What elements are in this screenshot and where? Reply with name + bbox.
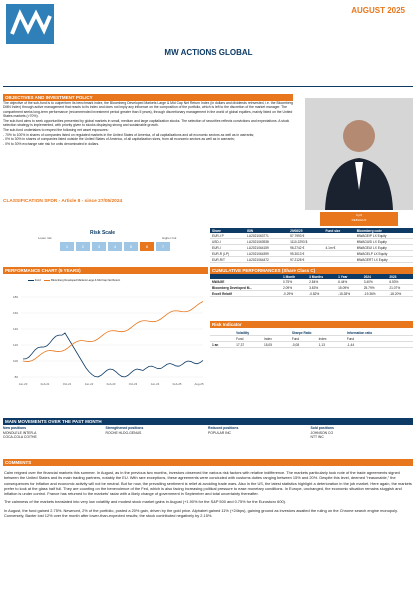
movement-item: NTT INC	[310, 435, 324, 439]
y-tick-label: 80	[14, 375, 18, 379]
cumul-row	[210, 291, 413, 297]
cell: EUR-R/T	[210, 257, 245, 263]
risk-scale-title: Risk Scale	[90, 230, 116, 236]
col-header: Share	[210, 228, 245, 233]
obj-para: - 0% to 30% exchange rate risk for units denominated in dollars.	[3, 142, 100, 147]
col-header: Bloomberg code	[355, 228, 413, 233]
cumulative-table	[210, 274, 413, 297]
cell: 2.84%	[307, 279, 336, 285]
risk-level-selected: 6	[140, 242, 154, 251]
movements-header: Sold positions	[310, 426, 334, 430]
cell: 2.09%	[281, 285, 307, 291]
risk-value: -1,44	[345, 342, 413, 348]
col-header: 2024	[362, 274, 388, 279]
legend-fund: Fund	[34, 279, 41, 282]
movements-col	[208, 426, 311, 439]
section-title-perf: PERFORMANCE CHART (5 YEARS)	[3, 267, 208, 274]
x-tick-label: Oct-21	[62, 382, 72, 386]
x-tick-label: Feb-21	[40, 382, 50, 386]
obj-para: The objective of the sub-fund is to outperform its benchmark index, the Bloomberg Developed Markets Large & Mid Cap Net Return Index (in dollars and dividends reinvested, i.e. the Bloomberg DMN Index) through active management that reacts to its index and does not imply any influence on the composition of the portfolio, which is left to the discretion of the market manager. The compartment seeks long-term performance (recommended investment period greater than 5 years), through discretionary management in the world of global equities, mainly listed on the United States markets (>70%).	[3, 101, 293, 118]
company-logo	[6, 4, 54, 44]
x-tick-label: Jun-20	[18, 382, 28, 386]
sub-header: Fund	[345, 336, 413, 342]
index-series-line	[23, 302, 203, 362]
fund-series-line	[23, 333, 203, 377]
x-tick-label: Aug-25	[194, 382, 204, 386]
col-header: ISIN	[245, 228, 288, 233]
cell: 15.09%	[336, 285, 362, 291]
group-header: Volatility	[234, 330, 290, 336]
fund-title: MW ACTIONS GLOBAL	[164, 48, 253, 57]
cell: LU2021064472	[245, 257, 288, 263]
y-tick-label: 100	[12, 359, 18, 363]
movement-item: POPULAR INC	[208, 431, 231, 435]
cell: MWAGE	[210, 279, 281, 285]
cell: 57.7993 €	[288, 233, 323, 239]
x-tick-label: Oct-23	[128, 382, 138, 386]
section-title-movements: MAIN MOVEMENTS OVER THE PAST MONTH	[3, 418, 413, 425]
comment-para: The calmness of the markets translated into very low volatility and modest stock market gains in August (+1.90% for the S&P 500 and 0.75% for the Eurostoxx 600).	[4, 499, 287, 505]
group-header: Sharpe Ratio	[290, 330, 345, 336]
manager-title: DEBLIEUX	[351, 217, 367, 222]
cell: USD-I	[210, 239, 245, 245]
cell: 4.1m €	[324, 245, 355, 251]
sub-header: Fund	[234, 336, 262, 342]
manager-label	[320, 212, 398, 226]
col-header: 29/08/25	[288, 228, 323, 233]
cell: 96.2742 €	[288, 245, 323, 251]
movements-col	[3, 426, 106, 439]
section-title-objectives: OBJECTIVES AND INVESTMENT POLICY	[3, 94, 293, 101]
comments-text	[4, 470, 412, 521]
movements-header: Strengthened positions	[105, 426, 144, 430]
obj-para: The sub-fund aims to seek opportunities presented by global markets in small, medium and large capitalization stocks. The selection of securities reflects convictions and expectations. A stock selection strategy is implemented, with priority given to stocks displaying strong and sustainable growth.	[3, 118, 290, 127]
period-cell: 1 an	[210, 342, 234, 348]
cell: 25.79%	[362, 285, 388, 291]
cell: -0.82%	[307, 291, 336, 297]
movements-header: Reduced positions	[208, 426, 239, 430]
legend-index: Bloomberg Developed Markets Large & Mid Cap Net Return	[51, 279, 121, 282]
cell: LU2021063771	[245, 233, 288, 239]
cell: Excell Relatif	[210, 291, 281, 297]
comment-para: In August, the fund gained 2.75%. Newmont, 2% of the portfolio, posted a 20% gain, driven by the gold price. Alphabet gained 11% (+24bps), gaining ground as investors awaited the ruling on the Chrome search engine monopoly. Conversely, Baxter lost 12% over the month after lower-than-expected results; the stock contributed negatively by 2.15%.	[4, 507, 398, 519]
share-table	[210, 228, 413, 263]
risk-value: -0,08	[290, 342, 317, 348]
cell: 3.83%	[307, 285, 336, 291]
x-tick-label: Jun-24	[150, 382, 160, 386]
section-title-comments: COMMENTS	[3, 459, 413, 466]
sub-header: Index	[262, 336, 290, 342]
movements-header: New positions	[3, 426, 26, 430]
objectives-text	[3, 101, 293, 147]
col-header: 1 Year	[336, 274, 362, 279]
share-row	[210, 257, 413, 263]
cell: 6.53%	[387, 279, 413, 285]
risk-level: 1	[60, 242, 74, 251]
col-header: 1 Month	[281, 274, 307, 279]
higher-risk-label: Higher risk	[162, 236, 177, 240]
sub-header: Fund	[290, 336, 317, 342]
cell	[324, 257, 355, 263]
performance-chart	[3, 275, 208, 390]
report-month: AUGUST 2025	[351, 6, 405, 15]
cell: EUR-I	[210, 245, 245, 251]
risk-scale-bar	[60, 242, 170, 251]
risk-level: 5	[124, 242, 138, 251]
y-tick-label: 120	[12, 343, 18, 347]
cell: 97.2128 €	[288, 257, 323, 263]
cell: MWAGEIP LX Equity	[355, 233, 413, 239]
sub-header: Index	[317, 336, 345, 342]
obj-para: - 70% to 100% in shares of companies listed on regulated markets in the United States of America, of all capitalizations and all economic sectors as well as in warrants;	[3, 132, 255, 137]
cell: Bloomberg Developed M...	[210, 285, 281, 291]
risk-level: 2	[76, 242, 90, 251]
cell: 1110.2293 $	[288, 239, 323, 245]
cell: MWAGERT LX Equity	[355, 257, 413, 263]
movements-col	[106, 426, 209, 439]
movements-col	[311, 426, 414, 439]
risk-indicator-table	[210, 330, 413, 348]
cell: LU2021064399	[245, 251, 288, 257]
col-header: 3 Months	[307, 274, 336, 279]
x-tick-label: Feb-23	[106, 382, 116, 386]
lower-risk-label: Lower risk	[38, 236, 52, 240]
group-header: Information ratio	[345, 330, 413, 336]
cell: EUR-R (LP)	[210, 251, 245, 257]
cell: -19.36%	[362, 291, 388, 297]
cell: LU2021064159	[245, 245, 288, 251]
col-header: Fund size	[324, 228, 355, 233]
cell: 0.75%	[281, 279, 307, 285]
cell: MWAGUSI LX Equity	[355, 239, 413, 245]
y-tick-label: 140	[12, 327, 18, 331]
risk-value: 17,37	[234, 342, 262, 348]
manager-photo	[305, 98, 413, 210]
section-title-cumul: CUMULATIVE PERFORMANCES (Share Class C)	[210, 267, 413, 274]
risk-level: 4	[108, 242, 122, 251]
x-tick-label: Jun-22	[84, 382, 94, 386]
movement-item: JOHNSON CO	[310, 431, 334, 435]
risk-level: 3	[92, 242, 106, 251]
person-image	[305, 98, 413, 210]
obj-para: The sub-fund undertakes to respect the following net asset exposures:	[3, 127, 109, 132]
chart-legend	[28, 279, 120, 282]
obj-para: - 0% to 30% in shares of companies listed outside the United States of America, of all capitalization sizes, from all economic sectors as well as in warrants;	[3, 137, 235, 142]
y-tick-label: 180	[12, 295, 18, 299]
movement-item: MONOLELE INTER-A	[3, 431, 37, 435]
risk-value: 1,13	[317, 342, 345, 348]
cell: 3.40%	[362, 279, 388, 285]
cell: EUR-I P	[210, 233, 245, 239]
x-tick-label: Feb-25	[172, 382, 182, 386]
comment-para: Calm reigned over the financial markets this summer. In August, as in the previous two months, investors observed the various risk factors with relative indifference. The markets particularly took note of the trade agreements signed between the United States and its main trading partners, notably the EU. With rare exceptions, these agreements were concluded with customs duties ranging between 15% and 20%. Despite this level, deemed "reasonable," the consequences for inflation and economic activity will not be neutral. But for now, the prevailing sentiment is relief at avoiding trade wars. Also in the US, the latest statistics highlight a deterioration in the job market. Here again, the markets prefer to look at the glass half full. They are counting on the benevolence of the Fed, which is also facing increasing political pressure to ease monetary conditions. In Europe, unchanged, the economic situation remains sluggish and inflation is under control. France has returned to the markets' radar with a likely change of government in September and total uncertainty thereafter.	[4, 470, 412, 497]
cell: -0.29%	[281, 291, 307, 297]
cell: 95.3013 €	[288, 251, 323, 257]
cell: LU2021063938	[245, 239, 288, 245]
manager-name: Cyril	[356, 213, 362, 217]
cell: -18.20%	[387, 291, 413, 297]
section-title-risk: Risk Indicator	[210, 321, 413, 328]
divider	[3, 86, 413, 87]
y-tick-label: 160	[12, 311, 18, 315]
movement-item: COCA-COLA CO/THE	[3, 435, 37, 439]
risk-value: 15,05	[262, 342, 290, 348]
risk-level: 7	[156, 242, 170, 251]
sfdr-classification: CLASSIFICATION SFDR - Article 8 - since 27/05/2024	[3, 199, 123, 204]
cell: -15.28%	[336, 291, 362, 297]
cell: 21.07%	[387, 285, 413, 291]
movements-table	[3, 426, 413, 439]
cell: MWAGELP LX Equity	[355, 251, 413, 257]
cell: MWAGEUI LX Equity	[355, 245, 413, 251]
col-header: 2023	[387, 274, 413, 279]
cell: 6.44%	[336, 279, 362, 285]
movement-item: ROCHE HLDG-GENUS	[105, 431, 142, 435]
